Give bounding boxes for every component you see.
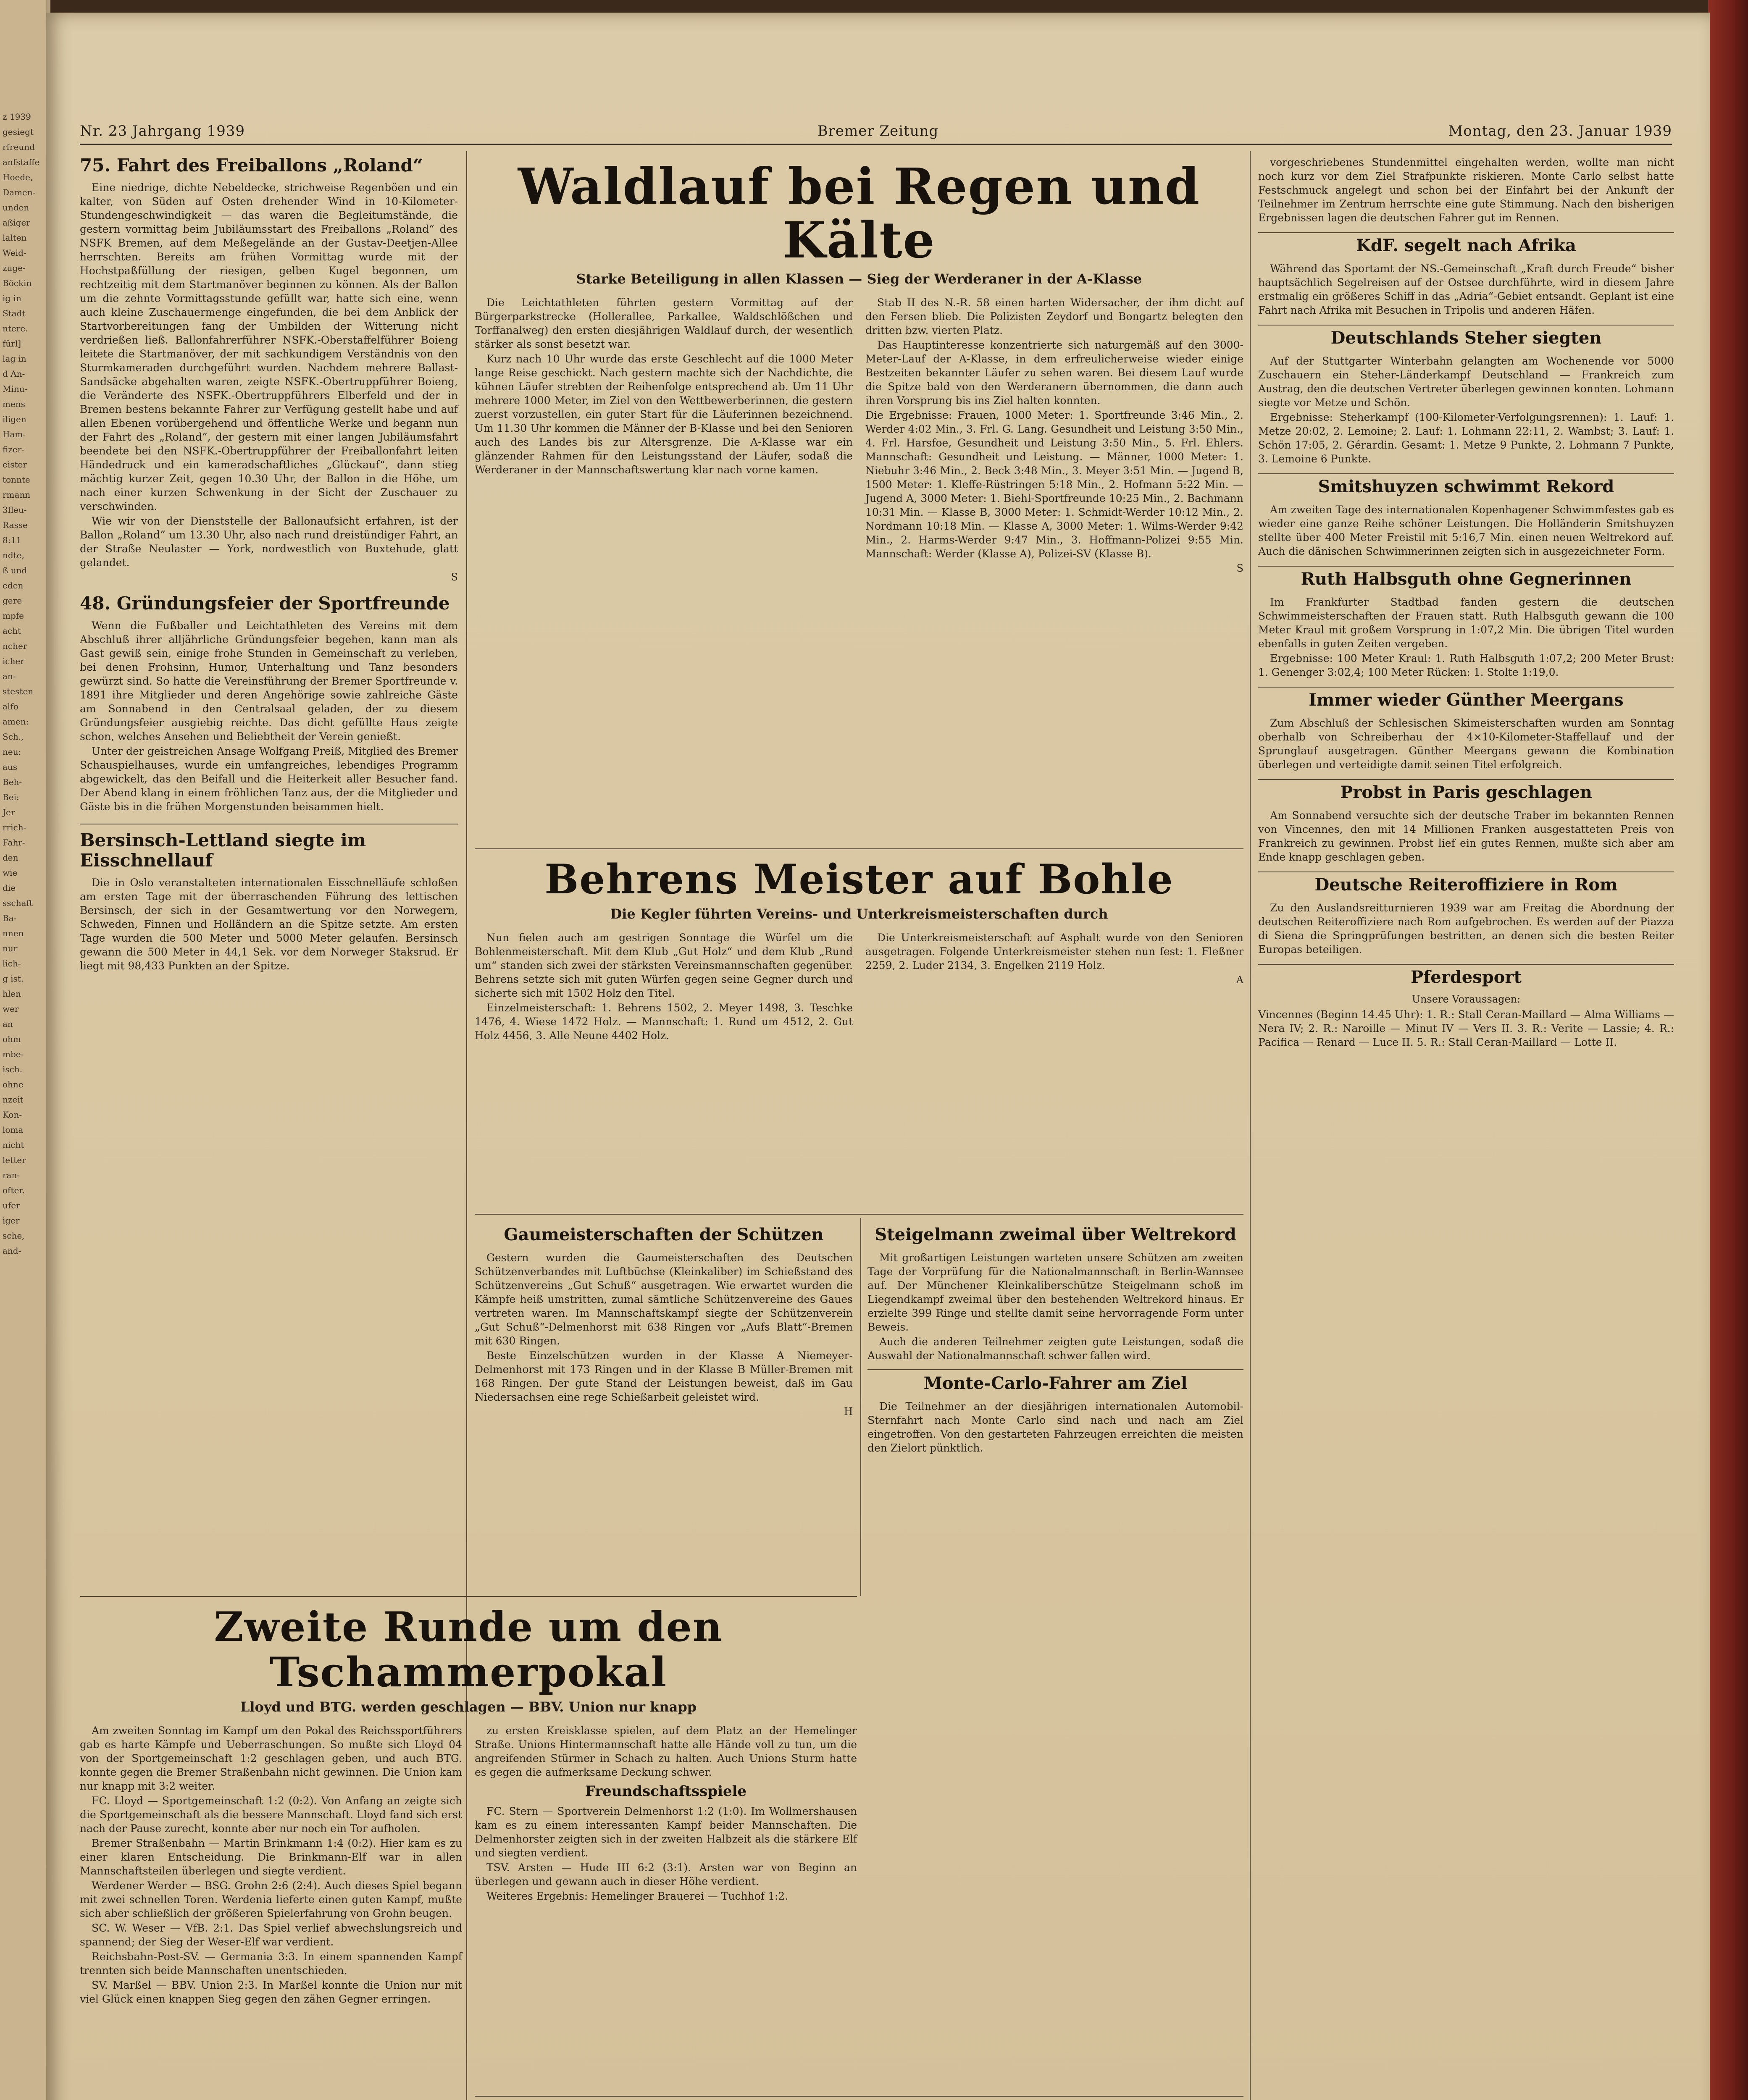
article-title: Smitshuyzen schwimmt Rekord bbox=[1318, 477, 1614, 496]
article-title: 75. Fahrt des Freiballons „Roland“ bbox=[80, 155, 423, 176]
paragraph: Bremer Straßenbahn — Martin Brinkmann 1:4 (0:2). Hier kam es zu einer klaren Entscheidung. Die Brinkmann-Elf war in allen Mannschaftsteilen überlegen und siegte verdient. bbox=[80, 1837, 462, 1877]
subsection-title: Freundschaftsspiele bbox=[585, 1783, 747, 1800]
paragraph: Beste Einzelschützen wurden in der Klasse A Niemeyer-Delmenhorst mit 173 Ringen und in der Klasse B Müller-Bremen mit 168 Ringen. Der gute Stand der Leistungen beweist, daß im Gau Niedersachsen eine rege Schießarbeit geleistet wird. bbox=[475, 1349, 853, 1403]
left-page-edge bbox=[0, 0, 46, 2100]
left-page-fragment: alfo bbox=[3, 701, 18, 711]
header-date: Montag, den 23. Januar 1939 bbox=[1448, 123, 1672, 139]
column-rule bbox=[860, 1218, 861, 1596]
article-subtitle: Unsere Voraussagen: bbox=[1412, 993, 1521, 1005]
article-title: Pferdesport bbox=[1411, 967, 1522, 987]
paragraph: Nun fielen auch am gestrigen Sonntage die Würfel um die Bohlenmeisterschaft. Mit dem Klub „Gut Holz“ und dem Klub „Rund um“ standen sich zwei der stärksten Vereinsmannschaften gegenüber. Behrens setzte sich mit guten Würfen gegen seine Gegner durch und sicherte sich mit 1502 Holz den Titel. bbox=[475, 932, 853, 999]
left-page-fragment: fürl] bbox=[3, 339, 21, 349]
left-page-fragment: Bei: bbox=[3, 792, 19, 802]
behrens-article bbox=[475, 857, 1243, 1043]
left-page-fragment: gere bbox=[3, 596, 22, 606]
left-page-fragment: rfreund bbox=[3, 142, 35, 152]
left-page-fragment: mbe- bbox=[3, 1049, 24, 1059]
left-page-fragment: sschaft bbox=[3, 898, 33, 908]
headline: Behrens Meister auf Bohle bbox=[544, 856, 1174, 903]
section-rule bbox=[80, 1596, 857, 1597]
paragraph: Das Hauptinteresse konzentrierte sich naturgemäß auf den 3000-Meter-Lauf der A-Klasse, in dem erfreulicherweise wieder einige Bestzeiten bekannter Läufer zu sehen waren. Bei diesem Lauf wurde die Spitze bald von den Werderanern übernommen, die dann auch ihren Vorsprung bis ins Ziel halten konnten. bbox=[865, 339, 1243, 407]
left-page-fragment: aßiger bbox=[3, 218, 30, 228]
left-page-fragment: wie bbox=[3, 868, 18, 878]
paragraph: Am zweiten Tage des internationalen Kopenhagener Schwimmfestes gab es wieder eine ganze Reihe schöner Leistungen. Die Holländerin Smitshuyzen stellte über 400 Meter Freistil mit 5:16,7 Min. einen neuen Weltrekord auf. Auch die dänischen Schwimmerinnen zeigten sich in ausgezeichneter Form. bbox=[1258, 504, 1674, 557]
header-rule bbox=[80, 144, 1672, 145]
left-page-fragment: eden bbox=[3, 580, 24, 591]
left-page-fragment: aus bbox=[3, 762, 18, 772]
pokal-article bbox=[80, 1604, 857, 2007]
paragraph: vorgeschriebenes Stundenmittel eingehalten werden, wollte man nicht noch kurz vor dem Ziel Strafpunkte riskieren. Monte Carlo selbst hatte Festschmuck angelegt und schon bei der Einfahrt bei der Ankunft der Teilnehmer im Zentrum herrschte eine gute Stimmung. Nach den bisherigen Ergebnissen lagen die deutschen Fahrer gut im Rennen. bbox=[1258, 156, 1674, 224]
author-sign: H bbox=[844, 1406, 853, 1418]
article-title: Deutsche Reiteroffiziere in Rom bbox=[1314, 875, 1618, 895]
paragraph: Zu den Auslandsreitturnieren 1939 war am Freitag die Abordnung der deutschen Reiteroffiziere nach Rom aufgebrochen. Es werden auf der Piazza di Siena die Springprüfungen bestritten, an denen sich die besten Reiter Europas beteiligen. bbox=[1258, 902, 1674, 956]
subline: Die Kegler führten Vereins- und Unterkreismeisterschaften durch bbox=[610, 906, 1108, 922]
section-rule bbox=[475, 1214, 1243, 1215]
left-page-fragment: Böckin bbox=[3, 278, 32, 288]
article-title: Ruth Halbsguth ohne Gegnerinnen bbox=[1301, 569, 1632, 589]
article-body-left bbox=[475, 931, 853, 1043]
subline: Starke Beteiligung in allen Klassen — Sieg der Werderaner in der A-Klasse bbox=[576, 271, 1142, 287]
header-issue: Nr. 23 Jahrgang 1939 bbox=[80, 123, 245, 139]
column-4 bbox=[1258, 155, 1674, 1050]
article-body-left bbox=[475, 296, 853, 575]
left-page-fragment: Hoede, bbox=[3, 172, 33, 182]
article-body bbox=[1258, 155, 1674, 225]
left-page-fragment: ndte, bbox=[3, 550, 24, 560]
paragraph: Die Leichtathleten führten gestern Vormittag auf der Bürgerparkstrecke (Hollerallee, Parkallee, Waldschlößchen und Torffanalweg) den ersten diesjährigen Waldlauf durch, der wesentlich stärker als sonst besetzt war. bbox=[475, 297, 853, 350]
left-page-fragment: Jer bbox=[3, 807, 15, 817]
left-page-fragment: ß und bbox=[3, 565, 27, 575]
left-page-fragment: nzeit bbox=[3, 1095, 24, 1105]
left-page-fragment: nur bbox=[3, 943, 18, 953]
paragraph: Die in Oslo veranstalteten internationalen Eisschnelläufe schloßen am ersten Tage mit der überraschenden Führung des lettischen Bersinsch, der sich in der Gesamtwertung vor den Norwegern, Schweden, Finnen und Holländern an die Spitze setzte. Am ersten Tage wurden die 500 Meter und 5000 Meter gelaufen. Bersinsch gewann die 500 Meter in 44,1 Sek. vor dem Norweger Staksrud. Er liegt mit 98,433 Punkten an der Spitze. bbox=[80, 877, 458, 972]
paragraph: Ergebnisse: Steherkampf (100-Kilometer-Verfolgungsrennen): 1. Lauf: 1. Metze 20:02, 2. Lemoine; 2. Lauf: 1. Lohmann 22:11, 2. Wambst; 3. Lauf: 1. Schön 17:05, 2. Gérardin. Gesamt: 1. Metze 9 Punkte, 2. Lohmann 7 Punkte, 3. Lemoine 6 Punkte. bbox=[1258, 411, 1674, 465]
paragraph: Unter der geistreichen Ansage Wolfgang Preiß, Mitglied des Bremer Schauspielhauses, wurde ein umfangreiches, lebendiges Programm abgewickelt, das den Beifall und die Heiterkeit aller Besucher fand. Der Abend klang in einem fröhlichen Tanz aus, der die Mitglieder und Gäste bis in die frühen Morgenstunden beisammen hielt. bbox=[80, 745, 458, 813]
left-page-fragment: ig in bbox=[3, 293, 21, 303]
section-rule bbox=[475, 2096, 1243, 2097]
article-body bbox=[1258, 262, 1674, 317]
subline: Lloyd und BTG. werden geschlagen — BBV. Union nur knapp bbox=[240, 1699, 697, 1715]
paragraph: Die Teilnehmer an der diesjährigen internationalen Automobil-Sternfahrt nach Monte Carlo sind nach und nach am Ziel eingetroffen. Von den gestarteten Fahrzeugen erreichten die meisten den Zielort pünktlich. bbox=[867, 1400, 1243, 1454]
paragraph: Ergebnisse: 100 Meter Kraul: 1. Ruth Halbsguth 1:07,2; 200 Meter Brust: 1. Genenger 3:02,4; 100 Meter Rücken: 1. Stolte 1:19,0. bbox=[1258, 652, 1674, 678]
paragraph: Am zweiten Sonntag im Kampf um den Pokal des Reichssportführers gab es harte Kämpfe und Ueberraschungen. So mußte sich Lloyd 04 von der Sportgemeinschaft 1:2 geschlagen geben, und auch BTG. konnte gegen die Bremer Straßenbahn nicht gewinnen. Die Union kam nur knapp mit 3:2 weiter. bbox=[80, 1725, 462, 1792]
section-rule bbox=[1258, 964, 1674, 965]
left-page-fragment: Sch., bbox=[3, 732, 24, 742]
paragraph: Eine niedrige, dichte Nebeldecke, strichweise Regenböen und ein kalter, von Süden auf Osten drehender Wind in 10-Kilometer-Stundengeschwindigkeit — das waren die Begleitumstände, die gestern vormittag beim Jubiläumsstart des Freiballons „Roland“ des NSFK Bremen, auf dem Meßegelände an der Gustav-Deetjen-Allee herrschten. Bereits am frühen Vormittag wurde mit der Hochstpaßfüllung der riesigen, gelben Kugel begonnen, um rechtzeitig mit dem Startmanöver beginnen zu können. Als der Ballon um die zehnte Vormittagsstunde gefüllt war, hatte sich eine, wenn auch kleine Zuschauermenge eingefunden, die bei dem Anblick der Startvorbereitungen fang der Umbilden der Witterung nicht verdrießen ließ. Ballonfahrerführer NSFK.-Oberstaffelführer Boieng leitete die Startmanöver, der mit sachkundigem Verständnis von den Sturmkameraden durchgeführt wurden. Nachdem mehrere Ballast-Sandsäcke abgehalten waren, zeigte NSFK.-Obertruppführer Boieng, die Veränderte des NSFK.-Obertruppführers Elberfeld und der in Bremen bestens bekannte Fahrer zur Verfügung gestellt habe und auf allen Ebenen vorübergehend und öffentliche Werke und begann nun der Fahrt des „Roland“, der gestern mit einer langen Jubiläumsfahrt beendete bei den NSFK.-Obertruppführer der Freiballonfahrt leiten Händedruck und ein kameradschaftliches „Glückauf“, dann stieg mächtig kurzer Zeit, gegen 10.30 Uhr, der Ballon in die Höhe, um nach einer kurzen Schwenkung in der Sicht der Zuschauer zu verschwinden. bbox=[80, 181, 458, 512]
column-rule bbox=[1250, 151, 1251, 2100]
left-page-fragment: Rasse bbox=[3, 520, 28, 530]
section-rule bbox=[1258, 779, 1674, 780]
article-body bbox=[1258, 808, 1674, 864]
left-page-fragment: zuge- bbox=[3, 263, 26, 273]
left-page-fragment: gesiegt bbox=[3, 127, 34, 137]
paragraph: Auch die anderen Teilnehmer zeigten gute Leistungen, sodaß die Auswahl der Nationalmannschaft schwer fallen wird. bbox=[867, 1336, 1243, 1362]
left-page-fragment: Kon- bbox=[3, 1110, 22, 1120]
schuetzen-article bbox=[475, 1222, 853, 1419]
paragraph: SV. Marßel — BBV. Union 2:3. In Marßel konnte die Union nur mit viel Glück einen knappen Sieg gegen den zähen Gegner erringen. bbox=[80, 1979, 462, 2005]
article-title: Deutschlands Steher siegten bbox=[1330, 328, 1602, 348]
paragraph: Stab II des N.-R. 58 einen harten Widersacher, der ihm dicht auf den Fersen blieb. Die Polizisten Zeydorf und Bongartz belegten den dritten bzw. vierten Platz. bbox=[865, 297, 1243, 336]
left-page-fragment: iligen bbox=[3, 414, 26, 424]
article-body bbox=[867, 1251, 1243, 1362]
left-page-fragment: ufer bbox=[3, 1200, 20, 1210]
article-body bbox=[80, 876, 458, 973]
paragraph: Mit großartigen Leistungen warteten unsere Schützen am zweiten Tage der Vorprüfung für die Nationalmannschaft in Berlin-Wannsee auf. Der Münchener Kleinkaliberschütze Steigelmann schoß im Liegendkampf zweimal über den bestehenden Weltrekord hinaus. Er erzielte 399 Ringe und stellte damit seine hervorragende Form unter Beweis. bbox=[867, 1252, 1243, 1333]
section-rule bbox=[1258, 566, 1674, 567]
paragraph: Gestern wurden die Gaumeisterschaften des Deutschen Schützenverbandes mit Luftbüchse (Kleinkaliber) im Schießstand des Schützenvereins „Gut Schuß“ ausgetragen. Wie erwartet wurden die Kämpfe heiß umstritten, zumal sämtliche Schützenvereine des Gaues vertreten waren. Im Mannschaftskampf siegte der Schützenverein „Gut Schuß“-Delmenhorst mit 638 Ringen vor „Aufs Blatt“-Bremen mit 630 Ringen. bbox=[475, 1252, 853, 1347]
section-rule bbox=[1258, 232, 1674, 233]
left-page-fragment: tonnte bbox=[3, 475, 30, 485]
left-page-fragment: letter bbox=[3, 1155, 26, 1165]
article-body bbox=[1258, 901, 1674, 956]
column-1 bbox=[80, 155, 458, 974]
left-page-fragment: nnen bbox=[3, 928, 24, 938]
left-page-fragment: mens bbox=[3, 399, 25, 409]
left-page-fragment: unden bbox=[3, 202, 29, 213]
left-page-fragment: Fahr- bbox=[3, 837, 25, 848]
left-page-fragment: Stadt bbox=[3, 308, 26, 318]
left-page-fragment: stesten bbox=[3, 686, 34, 696]
article-body bbox=[1258, 503, 1674, 558]
results: Die Ergebnisse: Frauen, 1000 Meter: 1. Sportfreunde 3:46 Min., 2. Werder 4:02 Min., 3. Frl. G. Lang. Gesundheit und Leistung 3:50 Min., 4. Frl. Harsfoe, Gesundheit und Leistung 3:50 Min., 5. Frl. Ehlers. Mannschaft: Gesundheit und Leistung. — Männer, 1000 Meter: 1. Niebuhr 3:46 Min., 2. Beck 3:48 Min., 3. Meyer 3:51 Min. — Jugend B, 1500 Meter: 1. Kleffe-Rüstringen 5:18 Min., 2. Hofmann 5:22 Min. — Jugend A, 3000 Meter: 1. Biehl-Sportfreunde 10:25 Min., 2. Bachmann 10:31 Min. — Klasse B, 3000 Meter: 1. Schmidt-Werder 10:12 Min., 2. Nordmann 10:18 Min. — Klasse A, 3000 Meter: 1. Wilms-Werder 9:42 Min., 2. Harms-Werder 9:47 Min., 3. Hoffmann-Polizei 9:55 Min. Mannschaft: Werder (Klasse A), Polizei-SV (Klasse B). bbox=[865, 409, 1243, 560]
left-page-fragment: ofter. bbox=[3, 1185, 25, 1195]
article-body bbox=[867, 1399, 1243, 1455]
left-page-fragment: ntere. bbox=[3, 323, 28, 333]
article-title: Bersinsch-Lettland siegte im Eisschnellauf bbox=[80, 830, 366, 871]
left-page-fragment: fizer- bbox=[3, 444, 25, 454]
left-page-fragment: icher bbox=[3, 656, 24, 666]
left-page-fragment: lalten bbox=[3, 233, 27, 243]
left-page-fragment: lich- bbox=[3, 958, 21, 969]
left-page-fragment: Minu- bbox=[3, 384, 28, 394]
left-page-fragment: amen: bbox=[3, 717, 29, 727]
paragraph: Werdener Werder — BSG. Grohn 2:6 (2:4). Auch dieses Spiel begann mit zwei schnellen Toren. Werdenia lieferte einen guten Kampf, mußte sich aber schließlich der größeren Spielerfahrung von Grohn beugen. bbox=[80, 1880, 462, 1919]
left-page-fragment: hlen bbox=[3, 989, 21, 999]
paragraph: Wenn die Fußballer und Leichtathleten des Vereins mit dem Abschluß ihrer alljährliche Gründungsfeier begehen, kann man als Gast gewiß sein, einige frohe Stunden in Gemeinschaft zu verleben, bei denen Frohsinn, Humor, Unterhaltung und Tanz besonders gewürzt sind. So hatte die Vereinsführung der Bremer Sportfreunde v. 1891 ihre Mitglieder und deren Angehörige sowie zahlreiche Gäste am Sonnabend in den Centralsaal geladen, der zu diesem Gründungsfeier ausgiebig reichte. Das dicht gefüllte Haus zeigte schon, welches Ansehen und Beliebtheit der Verein genießt. bbox=[80, 620, 458, 743]
paragraph: Im Frankfurter Stadtbad fanden gestern die deutschen Schwimmeisterschaften der Frauen statt. Ruth Halbsguth gewann die 100 Meter Kraul mit großem Vorsprung in 1:07,2 Min. Die übrigen Titel wurden ebenfalls in guten Zeiten vergeben. bbox=[1258, 596, 1674, 650]
left-page-fragment: neu: bbox=[3, 747, 21, 757]
article-body-right bbox=[865, 296, 1243, 575]
article-title: Probst in Paris geschlagen bbox=[1340, 782, 1592, 802]
author-sign: S bbox=[1236, 562, 1243, 574]
article-body bbox=[80, 619, 458, 814]
header-masthead: Bremer Zeitung bbox=[817, 123, 939, 139]
paragraph: Einzelmeisterschaft: 1. Behrens 1502, 2. Meyer 1498, 3. Teschke 1476, 4. Wiese 1472 Holz. — Mannschaft: 1. Rund um 4512, 2. Gut Holz 4456, 3. Alle Neune 4402 Holz. bbox=[475, 1002, 853, 1042]
left-page-fragment: ohm bbox=[3, 1034, 21, 1044]
article-title: Monte-Carlo-Fahrer am Ziel bbox=[923, 1373, 1188, 1393]
newspaper-page bbox=[46, 13, 1710, 2100]
book-cover-edge bbox=[1708, 0, 1748, 2100]
left-page-fragment: g ist. bbox=[3, 974, 24, 984]
paragraph: SC. W. Weser — VfB. 2:1. Das Spiel verlief abwechslungsreich und spannend; der Sieg der Weser-Elf war verdient. bbox=[80, 1922, 462, 1948]
left-page-fragment: z 1939 bbox=[3, 112, 31, 122]
article-body-left bbox=[80, 1724, 462, 2007]
waldlauf-article bbox=[475, 157, 1243, 575]
left-page-fragment: Damen- bbox=[3, 187, 36, 197]
left-page-fragment: ran- bbox=[3, 1170, 20, 1180]
left-page-fragment: 3fleu- bbox=[3, 505, 27, 515]
article-title: Immer wieder Günther Meergans bbox=[1309, 690, 1624, 710]
author-sign: A bbox=[1236, 974, 1243, 986]
left-page-fragment: an- bbox=[3, 671, 16, 681]
paragraph: FC. Lloyd — Sportgemeinschaft 1:2 (0:2). Von Anfang an zeigte sich die Sportgemeinschaft als die bessere Mannschaft. Lloyd fand sich erst nach der Pause zurecht, konnte aber nur noch ein Tor aufholen. bbox=[80, 1795, 462, 1835]
left-page-fragment: d An- bbox=[3, 369, 25, 379]
paragraph: Zum Abschluß der Schlesischen Skimeisterschaften wurden am Sonntag oberhalb von Schreiberhau der 4×10-Kilometer-Staffellauf und der Sprunglauf ausgetragen. Günther Meergans gewann die Kombination überlegen und verteidigte damit seinen Titel erfolgreich. bbox=[1258, 717, 1674, 771]
section-rule bbox=[1258, 325, 1674, 326]
left-page-fragments bbox=[0, 0, 46, 1258]
left-page-fragment: Beh- bbox=[3, 777, 22, 787]
article-body-right bbox=[865, 931, 1243, 1043]
right-short-articles bbox=[867, 1222, 1243, 1456]
article-body bbox=[80, 181, 458, 584]
left-page-fragment: iger bbox=[3, 1215, 20, 1226]
article-body bbox=[1258, 716, 1674, 772]
left-page-fragment: 8:11 bbox=[3, 535, 21, 545]
left-page-fragment: acht bbox=[3, 626, 21, 636]
left-page-fragment: Weid- bbox=[3, 248, 26, 258]
left-page-fragment: die bbox=[3, 883, 16, 893]
paragraph: Vincennes (Beginn 14.45 Uhr): 1. R.: Stall Ceran-Maillard — Alma Williams — Nera IV; 2. R.: Naroille — Minut IV — Vers II. 3. R.: Verite — Lassie; 4. R.: Pacifica — Renard — Luce II. 5. R.: Stall Ceran-Maillard — Lotte II. bbox=[1258, 1008, 1674, 1048]
author-sign: S bbox=[451, 571, 458, 583]
left-page-fragment: loma bbox=[3, 1125, 24, 1135]
article-body-right bbox=[475, 1724, 857, 2007]
paragraph: FC. Stern — Sportverein Delmenhorst 1:2 (1:0). Im Wollmershausen kam es zu einem interessanten Kampf beider Mannschaften. Die Delmenhorster zeigten sich in der zweiten Halbzeit als die stärkere Elf und siegten verdient. bbox=[475, 1805, 857, 1859]
left-page-fragment: eister bbox=[3, 459, 27, 470]
article-body bbox=[1258, 595, 1674, 679]
article-title: KdF. segelt nach Afrika bbox=[1356, 236, 1576, 255]
article-body bbox=[1258, 354, 1674, 466]
article-title: Steigelmann zweimal über Weltrekord bbox=[875, 1225, 1236, 1244]
left-page-fragment: mpfe bbox=[3, 611, 24, 621]
left-page-fragment: sche, bbox=[3, 1231, 25, 1241]
section-rule bbox=[867, 1369, 1243, 1370]
left-page-fragment: ncher bbox=[3, 641, 27, 651]
paragraph: Die Unterkreismeisterschaft auf Asphalt wurde von den Senioren ausgetragen. Folgende Unterkreismeister stehen nun fest: 1. Fleßner 2259, 2. Luder 2134, 3. Engelken 2119 Holz. bbox=[865, 932, 1243, 971]
paragraph: Auf der Stuttgarter Winterbahn gelangten am Wochenende vor 5000 Zuschauern ein Steher-Länderkampf Deutschland — Frankreich zum Austrag, den die deutschen Vertreter überlegen gewinnen konnten. Lohmann siegte vor Metze und Schön. bbox=[1258, 355, 1674, 409]
article-body bbox=[475, 1251, 853, 1419]
paragraph: Kurz nach 10 Uhr wurde das erste Geschlecht auf die 1000 Meter lange Reise geschickt. Nach gestern machte sich der Nachdichte, die kühnen Läufer strebten der Reihenfolge entsprechend ab. Um 11 Uhr mehrere 1000 Meter, im Ziel von den Wettbewerberinnen, die gestern zuerst vorzustellen, ein guter Start für die Läuferinnen bezeichnend. Um 11.30 Uhr kommen die Männer der B-Klasse und bei den Senioren auch des Landes bis zur Altersgrenze. Die A-Klasse war ein glänzender Rahmen für den Leistungsstand der Läufer, sodaß die Werderaner in der Mannschaftswertung klar nach vorne kamen. bbox=[475, 353, 853, 476]
left-page-fragment: rrich- bbox=[3, 822, 26, 832]
paragraph: zu ersten Kreisklasse spielen, auf dem Platz an der Hemelinger Straße. Unions Hintermannschaft hatte alle Hände voll zu tun, um die angreifenden Stürmer in Schach zu halten. Auch Unions Sturm hatte es gegen die aufmerksame Deckung schwer. bbox=[475, 1725, 857, 1778]
left-page-fragment: an bbox=[3, 1019, 13, 1029]
section-rule bbox=[1258, 473, 1674, 474]
headline: Waldlauf bei Regen und Kälte bbox=[518, 157, 1201, 269]
paragraph: Wie wir von der Dienststelle der Ballonaufsicht erfahren, ist der Ballon „Roland“ um 13.30 Uhr, also nach rund dreistündiger Fahrt, an der Straße Neulaster — York, nordwestlich von Buxtehude, glatt gelandet. bbox=[80, 515, 458, 569]
paragraph: Am Sonnabend versuchte sich der deutsche Traber im bekannten Rennen von Vincennes, den mit 14 Millionen Franken ausgestatteten Preis von Frankreich zu gewinnen. Probst lief ein gutes Rennen, mußte sich aber am Ende knapp geschlagen geben. bbox=[1258, 809, 1674, 863]
paragraph: TSV. Arsten — Hude III 6:2 (3:1). Arsten war von Beginn an überlegen und gewann auch in dieser Höhe verdient. bbox=[475, 1861, 857, 1887]
left-page-fragment: Ba- bbox=[3, 913, 17, 923]
section-rule bbox=[1258, 687, 1674, 688]
paragraph: Während das Sportamt der NS.-Gemeinschaft „Kraft durch Freude“ bisher hauptsächlich Segelreisen auf der Ostsee durchführte, wird in diesem Jahre erstmalig ein größeres Schiff in das „Adria“-Gebiet entsandt. Geplant ist eine Fahrt nach Afrika mit Besuchen in Tripolis und anderen Häfen. bbox=[1258, 262, 1674, 316]
left-page-fragment: isch. bbox=[3, 1064, 23, 1074]
left-page-fragment: Ham- bbox=[3, 429, 26, 439]
article-title: Gaumeisterschaften der Schützen bbox=[504, 1225, 824, 1244]
left-page-fragment: ohne bbox=[3, 1079, 24, 1089]
paragraph: Reichsbahn-Post-SV. — Germania 3:3. In einem spannenden Kampf trennten sich beide Mannschaften unentschieden. bbox=[80, 1950, 462, 1977]
headline: Zweite Runde um den Tschammerpokal bbox=[214, 1603, 723, 1696]
left-page-fragment: lag in bbox=[3, 354, 26, 364]
article-body bbox=[1258, 1008, 1674, 1049]
paragraph: Weiteres Ergebnis: Hemelinger Brauerei — Tuchhof 1:2. bbox=[486, 1890, 789, 1902]
left-page-fragment: wer bbox=[3, 1004, 19, 1014]
left-page-fragment: nicht bbox=[3, 1140, 24, 1150]
left-page-fragment: den bbox=[3, 853, 18, 863]
left-page-fragment: and- bbox=[3, 1246, 21, 1256]
left-page-fragment: anfstaffe bbox=[3, 157, 40, 167]
section-rule bbox=[475, 848, 1243, 849]
article-title: 48. Gründungsfeier der Sportfreunde bbox=[80, 593, 450, 614]
left-page-fragment: rmann bbox=[3, 490, 31, 500]
